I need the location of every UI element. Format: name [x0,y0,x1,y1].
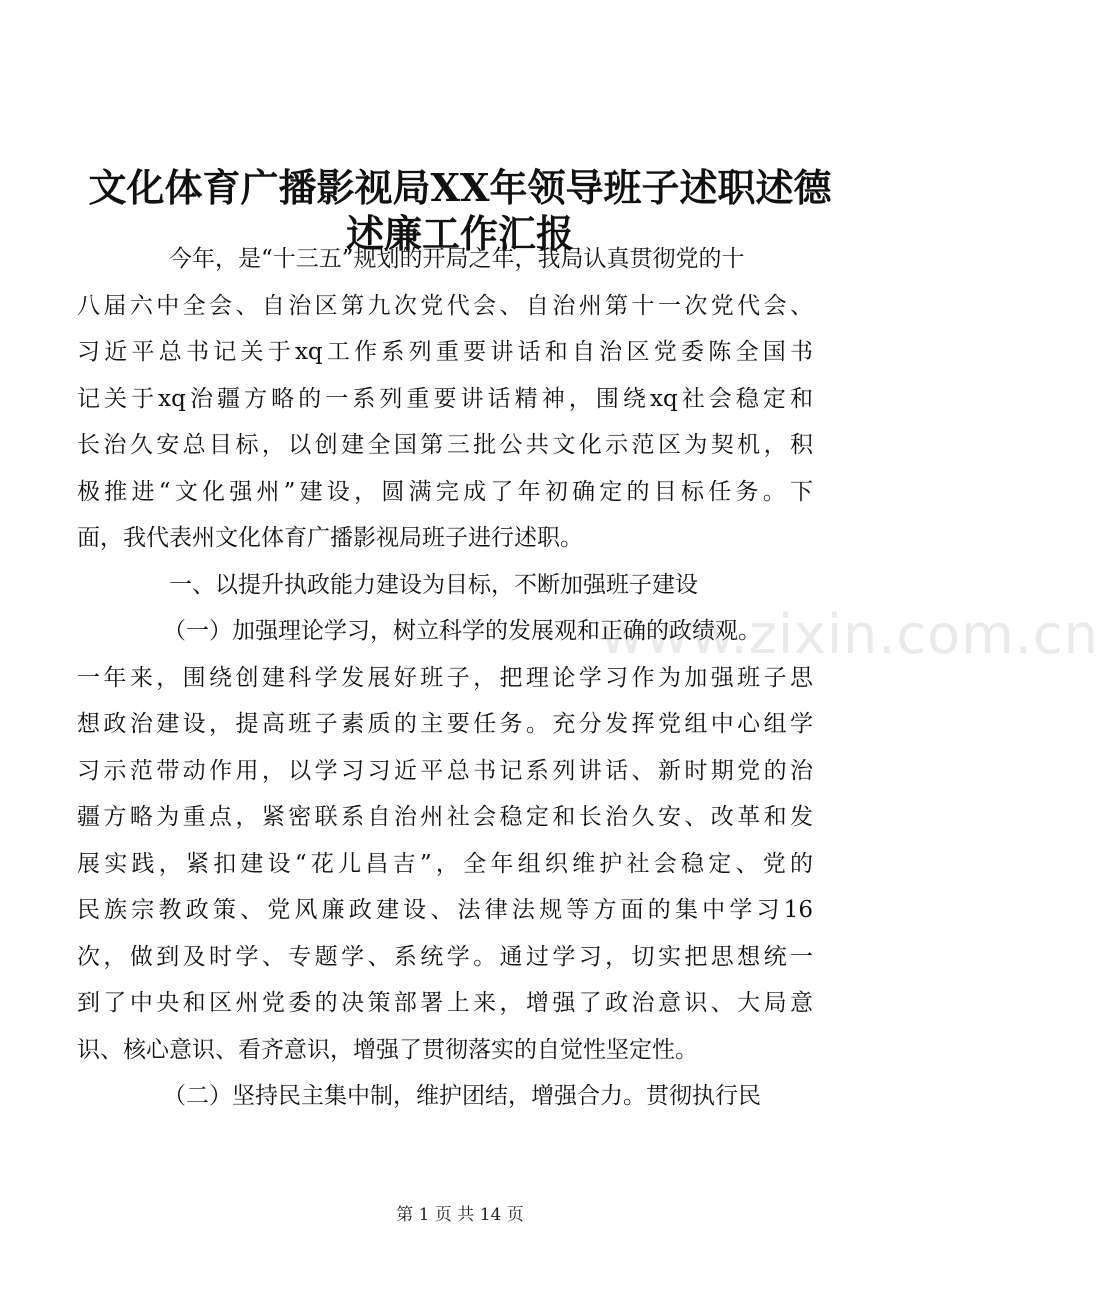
paragraph-line: （二）坚持民主集中制，维护团结，增强合力。贯彻执行民 [163,1083,761,1109]
section-heading: 一、以提升执政能力建设为目标，不断加强班子建设 [169,571,698,598]
paragraph-line: 识、核心意识、看齐意识，增强了贯彻落实的自觉性坚定性。 [77,1036,698,1063]
page-footer: 第 1 页 共 14 页 [396,1205,524,1225]
paragraph-line: 民族宗教政策、党风廉政建设、法律法规等方面的集中学习16 [77,897,813,923]
paragraph-line: 一年来，围绕创建科学发展好班子，把理论学习作为加强班子思 [77,664,813,691]
paragraph-line: （一）加强理论学习，树立科学的发展观和正确的政绩观。 [163,618,761,644]
paragraph-line: 到了中央和区州党委的决策部署上来，增强了政治意识、大局意 [77,990,813,1016]
paragraph-line: 想政治建设，提高班子素质的主要任务。充分发挥党组中心组学 [77,711,813,737]
paragraph-line: 极推进“文化强州”建设，圆满完成了年初确定的目标任务。下 [77,478,813,505]
paragraph-line: 今年，是“十三五”规划的开局之年，我局认真贯彻党的十 [169,246,745,272]
paragraph-line: 次，做到及时学、专题学、系统学。通过学习，切实把思想统一 [77,943,813,970]
paragraph-line: 八届六中全会、自治区第九次党代会、自治州第十一次党代会、 [77,292,813,319]
paragraph-line: 长治久安总目标，以创建全国第三批公共文化示范区为契机，积 [77,432,813,458]
paragraph-line: 习近平总书记关于xq工作系列重要讲话和自治区党委陈全国书 [77,339,813,365]
document-title-line-1: 文化体育广播影视局XX年领导班子述职述德 [88,165,832,210]
document-body [77,236,813,1120]
paragraph-line: 记关于xq治疆方略的一系列重要讲话精神，围绕xq社会稳定和 [77,385,813,412]
paragraph-line: 面，我代表州文化体育广播影视局班子进行述职。 [77,525,583,551]
paragraph-line: 展实践，紧扣建设“花儿昌吉”，全年组织维护社会稳定、党的 [77,850,813,877]
paragraph-line: 疆方略为重点，紧密联系自治州社会稳定和长治久安、改革和发 [77,804,813,830]
watermark: www.zixin.com.cn [600,603,1099,666]
paragraph-line: 习示范带动作用，以学习习近平总书记系列讲话、新时期党的治 [77,757,813,784]
document-title-line-2: 述廉工作汇报 [345,211,574,256]
